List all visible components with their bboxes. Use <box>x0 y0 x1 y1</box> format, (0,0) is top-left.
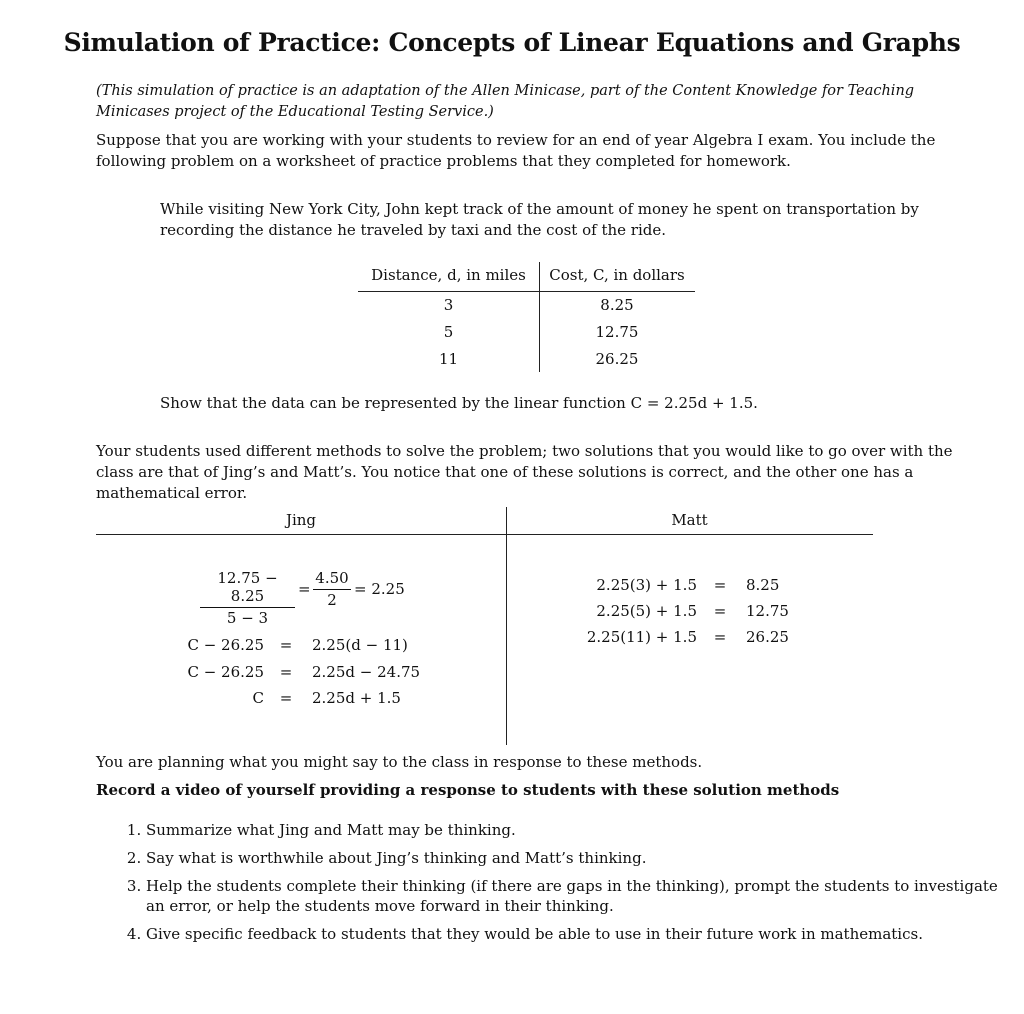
distance-header: Distance, d, in miles <box>371 266 526 284</box>
matt-eq: = <box>713 576 727 594</box>
table-divider <box>358 291 695 292</box>
task-list <box>96 820 1016 952</box>
matt-lhs: 2.25(3) + 1.5 <box>596 576 697 594</box>
jing-slope-result: = 2.25 <box>354 580 405 598</box>
matt-eq: = <box>713 602 727 620</box>
task-item: 4. Give specific feedback to students that they would be able to use in their future work in mathematics. <box>146 924 1016 944</box>
task-item: 2. Say what is worthwhile about Jing’s thinking and Matt’s thinking. <box>146 848 1016 868</box>
matt-header: Matt <box>671 511 708 529</box>
distance-cell: 3 <box>443 296 454 314</box>
jing-fraction-2 <box>313 569 351 609</box>
planning-paragraph: You are planning what you might say to the class in response to these methods. <box>96 753 703 771</box>
distance-cell: 5 <box>443 323 454 341</box>
task-item: 1. Summarize what Jing and Matt may be thinking. <box>146 820 1016 840</box>
intro-note: (This simulation of practice is an adaptation of the Allen Minicase, part of the Content Knowledge for Teaching Minicases project of the Educational Testing Service.) <box>96 83 915 120</box>
cost-cell: 26.25 <box>595 350 639 368</box>
matt-lhs: 2.25(5) + 1.5 <box>596 602 697 620</box>
jing-lhs: C <box>252 689 264 707</box>
jing-rhs: 2.25(d − 11) <box>312 636 408 654</box>
jing-lhs: C − 26.25 <box>187 636 264 654</box>
jing-fraction-1 <box>200 569 295 627</box>
matt-rhs: 12.75 <box>746 602 789 620</box>
cost-cell: 8.25 <box>600 296 634 314</box>
fraction-denominator: 2 <box>327 591 337 609</box>
matt-rhs: 26.25 <box>746 628 789 646</box>
jing-equals: = <box>298 580 311 598</box>
matt-rhs: 8.25 <box>746 576 780 594</box>
task-item: 3. Help the students complete their thinking (if there are gaps in the thinking), prompt the students to investigate an error, or help the students move forward in their thinking. <box>146 876 1016 916</box>
solutions-divider <box>96 534 873 535</box>
show-instruction: Show that the data can be represented by the linear function C = 2.25d + 1.5. <box>160 394 758 412</box>
distance-cell: 11 <box>438 350 459 368</box>
page-title: Simulation of Practice: Concepts of Linear Equations and Graphs <box>63 28 961 57</box>
jing-lhs: C − 26.25 <box>187 663 264 681</box>
cost-cell: 12.75 <box>595 323 639 341</box>
fraction-numerator: 12.75 − 8.25 <box>200 569 295 608</box>
matt-eq: = <box>713 628 727 646</box>
jing-eq: = <box>279 636 293 654</box>
record-instruction: Record a video of yourself providing a response to students with these solution methods <box>96 781 840 799</box>
scenario-paragraph: Suppose that you are working with your students to review for an end of year Algebra I exam. You include the following problem on a worksheet of practice problems that they completed for homework. <box>96 131 936 170</box>
jing-rhs: 2.25d − 24.75 <box>312 663 421 681</box>
jing-header: Jing <box>285 511 317 529</box>
fraction-numerator: 4.50 <box>313 569 351 590</box>
jing-eq: = <box>279 689 293 707</box>
jing-rhs: 2.25d + 1.5 <box>312 689 401 707</box>
cost-header: Cost, C, in dollars <box>549 266 685 284</box>
problem-statement: While visiting New York City, John kept track of the amount of money he spent on transportation by recording the distance he traveled by taxi and the cost of the ride. <box>160 200 919 239</box>
jing-eq: = <box>279 663 293 681</box>
fraction-denominator: 5 − 3 <box>226 609 269 627</box>
matt-lhs: 2.25(11) + 1.5 <box>586 628 697 646</box>
solutions-column-divider <box>506 507 507 745</box>
students-paragraph: Your students used different methods to solve the problem; two solutions that you would like to go over with the class are that of Jing’s and Matt’s. You notice that one of these solutions is correct, and the other one has a mathematical error. <box>96 442 953 502</box>
